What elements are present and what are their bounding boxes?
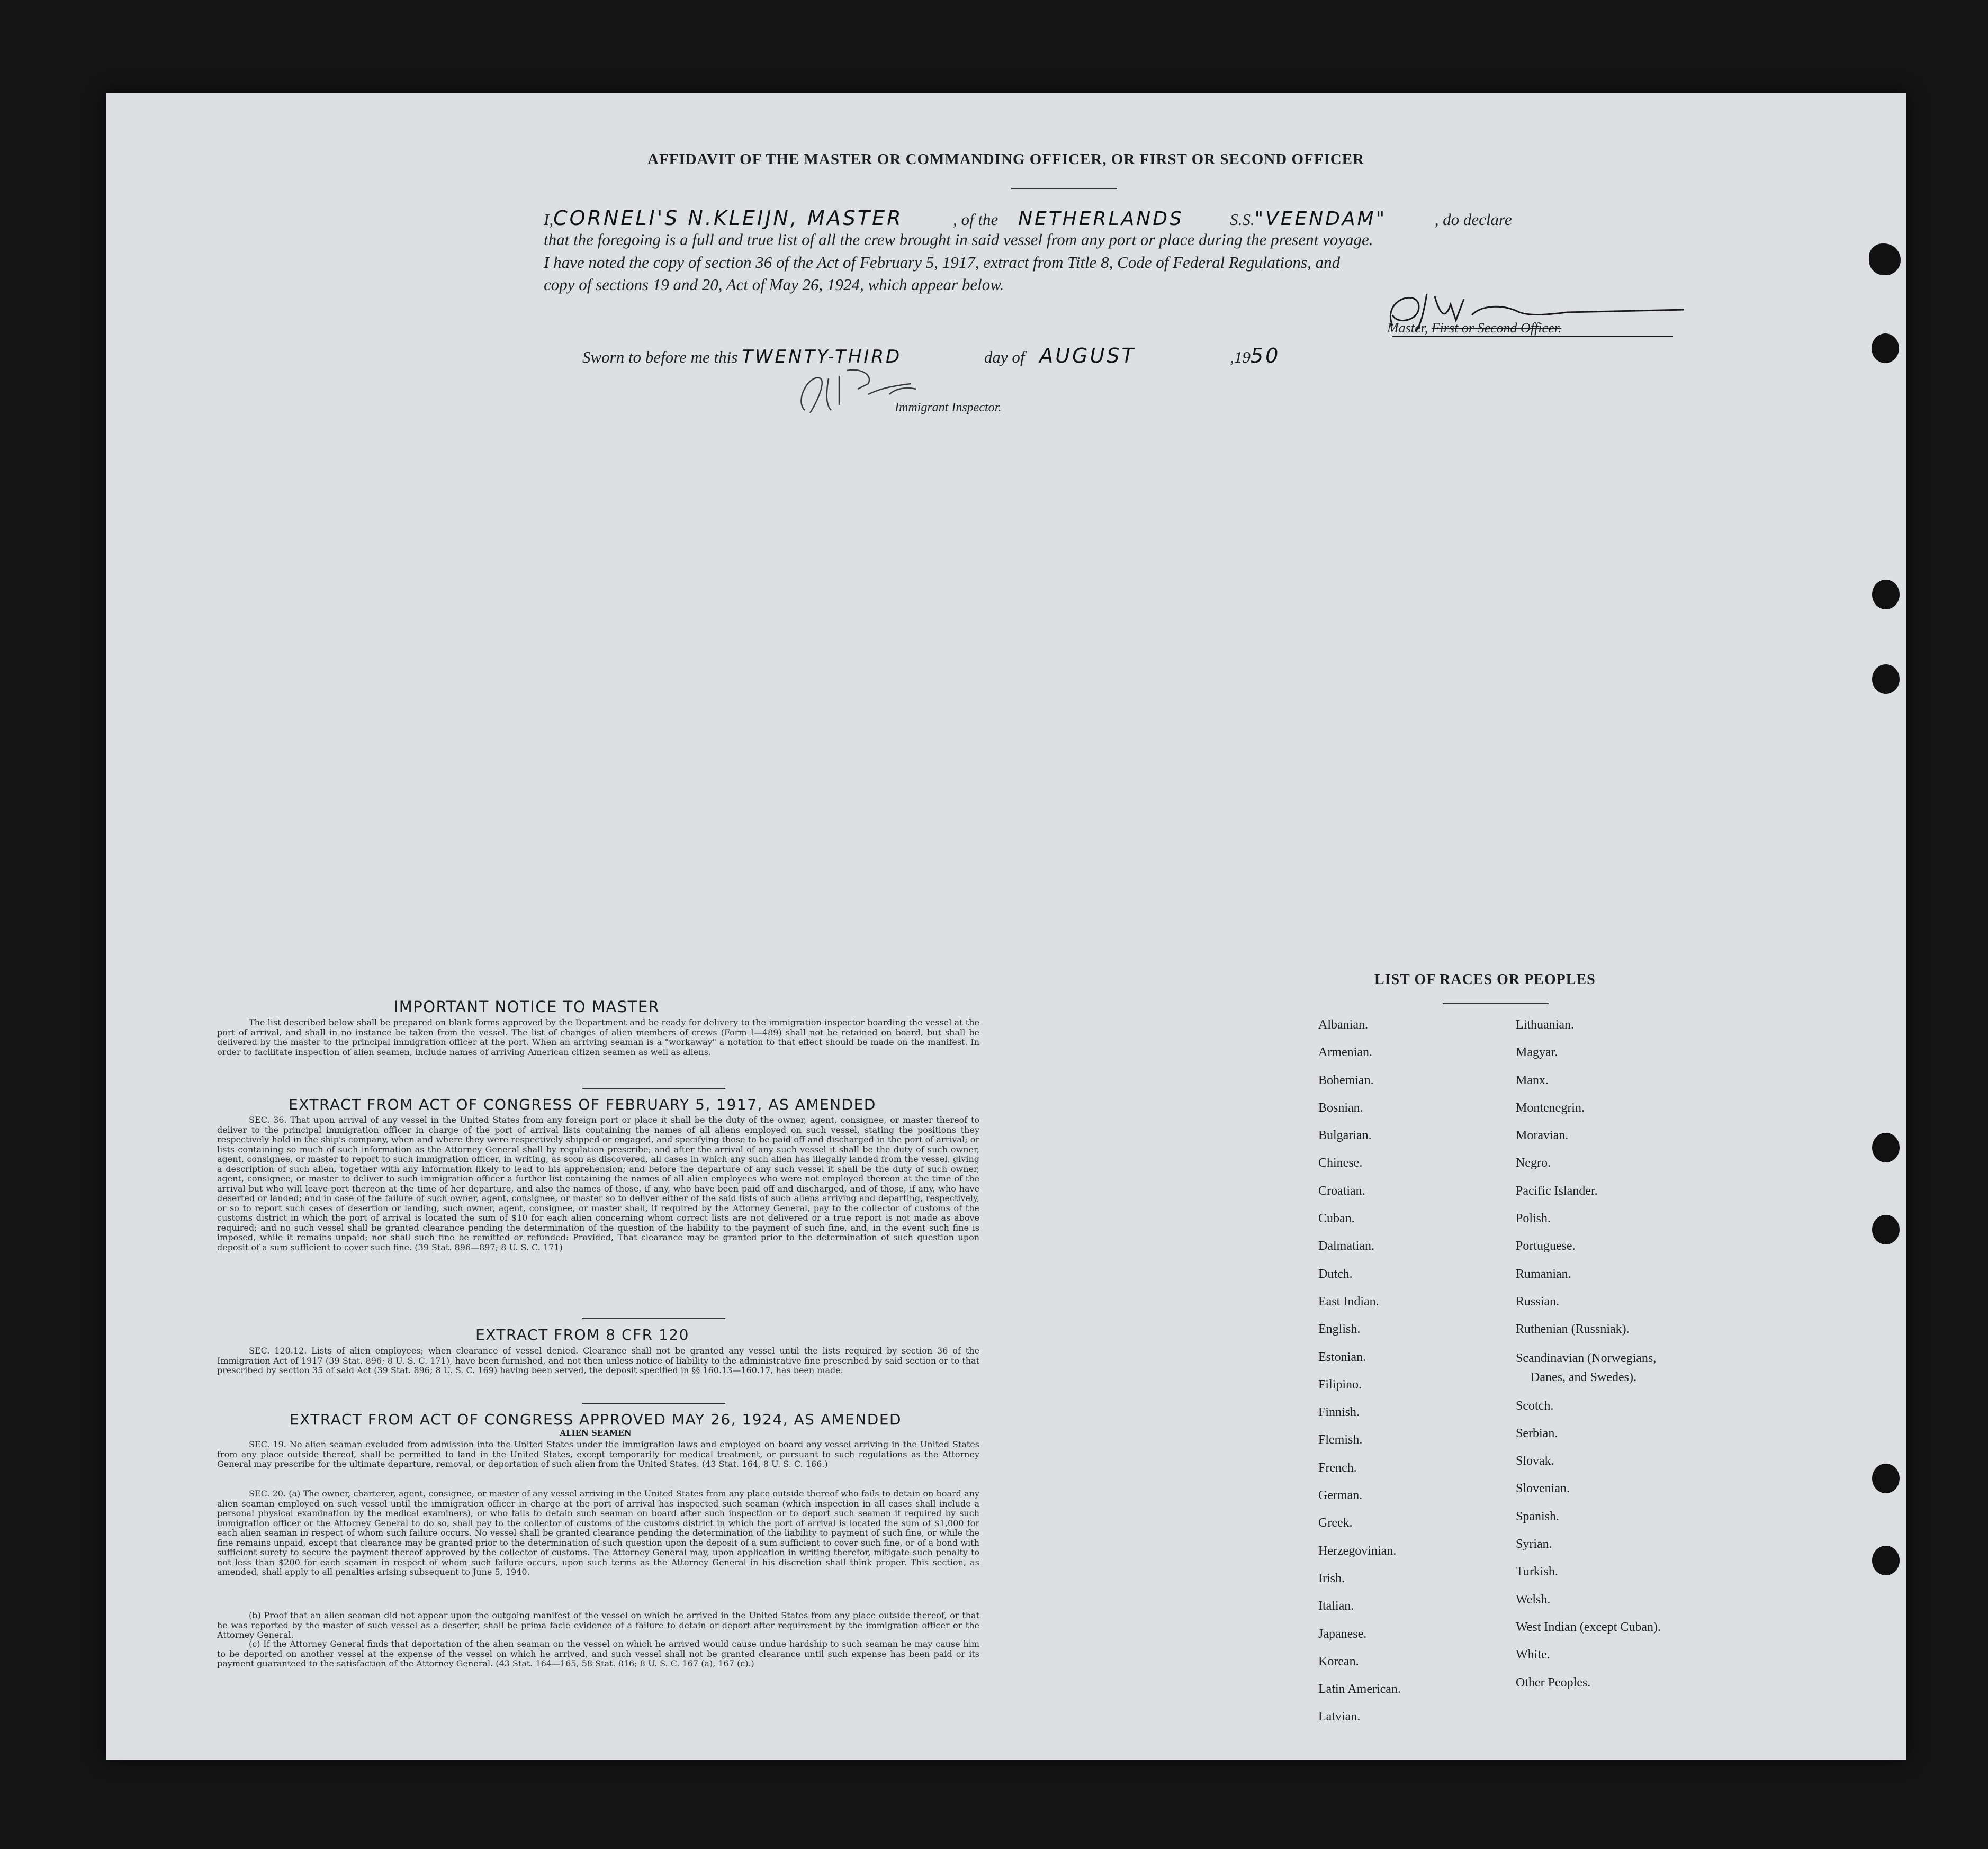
- races-column-2: [1516, 1011, 1661, 1697]
- master-role-label: Master, First or Second Officer.: [1387, 320, 1562, 336]
- race-item: Flemish.: [1318, 1433, 1363, 1447]
- race-item: Lithuanian.: [1516, 1018, 1574, 1032]
- race-item: English.: [1318, 1322, 1361, 1337]
- race-item: Estonian.: [1318, 1350, 1366, 1364]
- race-item: German.: [1318, 1489, 1363, 1503]
- extract-1924-heading: EXTRACT FROM ACT OF CONGRESS APPROVED MAY 26, 1924, AS AMENDED: [289, 1411, 902, 1428]
- race-item: Bosnian.: [1318, 1101, 1363, 1115]
- race-item: Manx.: [1516, 1073, 1549, 1087]
- race-item: Slovenian.: [1516, 1482, 1570, 1496]
- title-rule: [1011, 188, 1117, 189]
- extract-cfr-heading: EXTRACT FROM 8 CFR 120: [475, 1326, 689, 1343]
- race-item: Montenegrin.: [1516, 1101, 1585, 1115]
- sworn-day-handwritten: TWENTY-THIRD: [742, 346, 902, 367]
- race-item: Latvian.: [1318, 1710, 1361, 1724]
- race-item: Albanian.: [1318, 1018, 1368, 1032]
- race-item: Other Peoples.: [1516, 1675, 1591, 1690]
- punch-hole: [1872, 1133, 1900, 1162]
- declaration-line-1: I,CORNELI'S N.KLEIJN, MASTER , of the NETHERLANDS S.S."VEENDAM" , do declare: [544, 206, 1512, 230]
- document-page: [106, 93, 1906, 1760]
- races-column-1: [1318, 1011, 1401, 1731]
- extract-1917-text: SEC. 36. That upon arrival of any vessel in the United States from any foreign port or place it shall be the duty of the owner, agent, consignee, or master thereof to deliver to the principal immigration officer in charge of the port of arrival lists containing the names of all aliens employed on such vessel, stating the positions they respectively hold in the ship's company, when and where they were respectively shipped or engaged, and specifying those to be paid off and discharged in the port of arrival; or lists containing so much of such information as the Attorney General shall by regulation prescribe; and after the arrival of any such vessel it shall be the duty of such owner, agent, consignee, or master to report to such immigration officer, in writing, as soon as discovered, all cases in which any such alien has illegally landed from the vessel, giving a description of such alien, together with any information likely to lead to his apprehension; and before the departure of any such vessel it shall be the duty of such owner, agent, consignee, or master to deliver to such immigration officer a further list containing the names of all alien employees who were not employed thereon at the time of the arrival but who will leave port thereon at the time of her departure, and also the names of those, if any, who have been paid off and discharged, and of those, if any, who have deserted or landed; and in case of the failure of such owner, agent, consignee, or master so to deliver either of the said lists of such aliens arriving and departing, respectively, or so to report such cases of desertion or landing, such owner, agent, consignee, or master shall, if required by the Attorney General, pay to the collector of customs of the customs district in which the port of arrival is located the sum of $10 for each alien concerning whom correct lists are not delivered or a true report is not made as above required; and no such vessel shall be granted clearance pending the determination of the question of the liability to the payment of such fine, and, in the event such fine is imposed, while it remains unpaid; nor shall such fine be remitted or refunded: Provided, That clearance may be granted prior to the determination of such question upon deposit of a sum sufficient to cover such fine. (39 Stat. 896—897; 8 U. S. C. 171): [217, 1115, 979, 1252]
- race-item: Chinese.: [1318, 1156, 1363, 1170]
- declaration-line-2: that the foregoing is a full and true list of all the crew brought in said vessel from any port or place during the present voyage.: [544, 230, 1373, 249]
- race-item: Finnish.: [1318, 1405, 1360, 1420]
- race-item: Spanish.: [1516, 1509, 1560, 1523]
- punch-hole: [1872, 333, 1899, 363]
- race-item: Rumanian.: [1516, 1267, 1571, 1281]
- race-item: Pacific Islander.: [1516, 1184, 1598, 1198]
- race-item: Ruthenian (Russniak).: [1516, 1322, 1630, 1337]
- race-item: Portuguese.: [1516, 1239, 1576, 1253]
- ship-country-handwritten: NETHERLANDS: [1018, 208, 1184, 230]
- punch-hole: [1872, 580, 1900, 609]
- race-item: Italian.: [1318, 1599, 1354, 1613]
- race-item: Dalmatian.: [1318, 1239, 1374, 1253]
- race-item: Korean.: [1318, 1654, 1359, 1668]
- punch-hole: [1872, 1215, 1900, 1244]
- race-item: French.: [1318, 1460, 1357, 1475]
- race-item: Slovak.: [1516, 1454, 1554, 1468]
- race-item: Moravian.: [1516, 1129, 1569, 1143]
- ship-name-handwritten: "VEENDAM": [1254, 208, 1387, 230]
- extract-1924-sec20a: SEC. 20. (a) The owner, charterer, agent, consignee, or master of any vessel arriving in the United States from any place outside thereof who fails to detain on board any alien seaman employed on such vessel until the immigration officer in charge at the port of arrival has inspected such seaman (which inspection in all cases shall include a personal physical examination by the medical examiners), or who fails to detain such seaman on board after such inspection or to deport such seaman if required by such immigration officer or the Attorney General to do so, shall pay to the collector of customs of the customs district in which the port of arrival is located the sum of $1,000 for each alien seaman in respect of whom such failure occurs. No vessel shall be granted clearance pending the determination of the liability to payment of such fine, or while the fine remains unpaid, except that clearance may be granted prior to the determination of such question upon the deposit of a sum sufficient to cover such fine, or of a bond with sufficient surety to secure the payment thereof approved by the collector of customs. The Attorney General may, upon application in writing therefor, mitigate such penalty to not less than $200 for each seaman in respect of whom such failure occurs, upon such terms as the Attorney General in his discretion shall think proper. This section, as amended, shall apply to all penalties arising subsequent to June 5, 1940.: [217, 1489, 979, 1577]
- race-item: Welsh.: [1516, 1592, 1551, 1607]
- punch-hole: [1872, 1546, 1900, 1575]
- race-item: White.: [1516, 1648, 1550, 1662]
- extract-1924-sec20c: (c) If the Attorney General finds that deportation of the alien seaman on the vessel on which he arrived would cause undue hardship to such seaman he may cause him to be deported on another vessel at the expense of the vessel on which he arrived, and such vessel shall not be granted clearance until such expense has been paid or its payment guaranteed to the satisfaction of the Attorney General. (43 Stat. 164—165, 58 Stat. 816; 8 U. S. C. 167 (a), 167 (c).): [217, 1639, 979, 1668]
- race-item: Greek.: [1318, 1516, 1353, 1530]
- notice-heading: IMPORTANT NOTICE TO MASTER: [393, 998, 660, 1016]
- master-name-handwritten: CORNELI'S N.KLEIJN, MASTER: [553, 206, 903, 230]
- race-item: Danes, and Swedes).: [1531, 1370, 1636, 1384]
- race-item: Turkish.: [1516, 1565, 1558, 1579]
- race-item: Syrian.: [1516, 1537, 1552, 1552]
- race-item: Polish.: [1516, 1212, 1551, 1226]
- race-item: Croatian.: [1318, 1184, 1365, 1198]
- sworn-year-handwritten: 50: [1250, 344, 1281, 367]
- race-item: Russian.: [1516, 1294, 1560, 1309]
- extract-1917-heading: EXTRACT FROM ACT OF CONGRESS OF FEBRUARY 5, 1917, AS AMENDED: [289, 1096, 876, 1113]
- notice-text: The list described below shall be prepared on blank forms approved by the Department and be ready for delivery to the immigration inspector boarding the vessel at the port of arrival, and shall in no instance be taken from the vessel. The list of changes of alien members of crews (Form I—489) shall not be retained on board, but shall be delivered by the master to the principal immigration officer at the port. When an arriving seaman is a "workaway" a notation to that effect should be made on the manifest. In order to facilitate inspection of alien seamen, include names of arriving American citizen seamen as well as aliens.: [217, 1017, 979, 1057]
- race-item: Negro.: [1516, 1156, 1551, 1170]
- race-item: Herzegovinian.: [1318, 1544, 1397, 1558]
- race-item: Magyar.: [1516, 1045, 1558, 1060]
- race-item: Serbian.: [1516, 1426, 1558, 1440]
- punch-hole: [1872, 664, 1900, 694]
- race-item: Cuban.: [1318, 1212, 1355, 1226]
- alien-seamen-subheading: ALIEN SEAMEN: [560, 1428, 632, 1438]
- extract-1924-sec19: SEC. 19. No alien seaman excluded from admission into the United States under the immigration laws and employed on board any vessel arriving in the United States from any place outside thereof, shall be permitted to land in the United States, except temporarily for medical treatment, or pursuant to such regulations as the Attorney General may prescribe for the ultimate departure, removal, or deportation of such alien from the United States. (43 Stat. 164, 8 U. S. C. 166.): [217, 1439, 979, 1469]
- race-item: Scotch.: [1516, 1399, 1554, 1413]
- race-item: Bulgarian.: [1318, 1129, 1372, 1143]
- races-rule: [1443, 1003, 1549, 1004]
- section-rule: [582, 1318, 725, 1319]
- race-item: Scandinavian (Norwegians,: [1516, 1351, 1657, 1365]
- section-rule: [582, 1088, 725, 1089]
- race-item: Japanese.: [1318, 1627, 1367, 1641]
- struck-officer-label: First or Second Officer.: [1431, 320, 1562, 336]
- extract-1924-sec20b: (b) Proof that an alien seaman did not appear upon the outgoing manifest of the vessel on which he arrived in the United States from any place outside thereof, or that he was reported by the master of such vessel as a deserter, shall be prima facie evidence of a failure to detain or deport after requirement by the immigration officer or the Attorney General.: [217, 1610, 979, 1640]
- race-item: Dutch.: [1318, 1267, 1353, 1281]
- race-item: West Indian (except Cuban).: [1516, 1620, 1661, 1634]
- punch-hole: [1869, 243, 1901, 275]
- race-item: East Indian.: [1318, 1294, 1379, 1309]
- section-rule: [582, 1403, 725, 1404]
- race-item: Irish.: [1318, 1571, 1345, 1585]
- race-item: Filipino.: [1318, 1377, 1362, 1392]
- declaration-line-4: copy of sections 19 and 20, Act of May 26, 1924, which appear below.: [544, 275, 1004, 294]
- races-heading: LIST OF RACES OR PEOPLES: [1374, 971, 1596, 988]
- affidavit-title: AFFIDAVIT OF THE MASTER OR COMMANDING OFFICER, OR FIRST OR SECOND OFFICER: [647, 151, 1364, 168]
- punch-hole: [1872, 1464, 1900, 1493]
- sworn-line: Sworn to before me this TWENTY-THIRD day of AUGUST ,1950: [582, 344, 1281, 367]
- sworn-month-handwritten: AUGUST: [1039, 344, 1136, 367]
- race-item: Bohemian.: [1318, 1073, 1374, 1087]
- race-item: Armenian.: [1318, 1045, 1372, 1060]
- race-item: Latin American.: [1318, 1682, 1401, 1697]
- declaration-line-3: I have noted the copy of section 36 of the Act of February 5, 1917, extract from Title 8, Code of Federal Regulations, and: [544, 253, 1341, 272]
- inspector-label: Immigrant Inspector.: [895, 401, 1002, 414]
- extract-cfr-text: SEC. 120.12. Lists of alien employees; when clearance of vessel denied. Clearance shall not be granted any vessel until the lists required by section 36 of the Immigration Act of 1917 (39 Stat. 896; 8 U. S. C. 171), have been furnished, and not then unless notice of liability to the administrative fine prescribed by said section or to that prescribed by section 35 of said Act (39 Stat. 896; 8 U. S. C. 169) having been served, the deposit specified in §§ 160.13—160.17, has been made.: [217, 1346, 979, 1375]
